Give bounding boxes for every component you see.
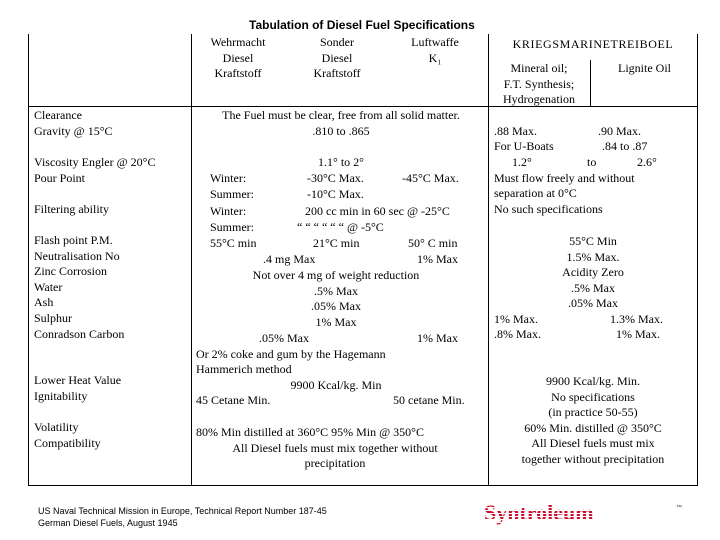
cetane-luftwaffe: 50 cetane Min. (393, 393, 465, 407)
km-gravity-a: .88 Max. (494, 124, 537, 138)
logo-text: Syntroleum (484, 500, 594, 525)
table-left-border (28, 34, 29, 486)
km-sulphur-b: 1.3% Max. (610, 312, 663, 326)
km-pour-line-1: Must flow freely and without (494, 171, 635, 185)
km-gravity-b: .90 Max. (598, 124, 641, 138)
km-uboats-label: For U-Boats (494, 139, 554, 153)
properties-group-3: Filtering ability (34, 202, 109, 216)
winter-filter-label: Winter: (210, 204, 247, 218)
header-kriegsmarine: KRIEGSMARINETREIBOEL (512, 37, 674, 51)
km-conradson-b: 1% Max. (616, 327, 660, 341)
flash-sonder: 21°C min (313, 236, 360, 250)
winter-filter-spec: 200 cc min in 60 sec @ -25°C (305, 204, 450, 218)
neutralisation-b: 1% Max (417, 252, 458, 266)
summer-filter-label: Summer: (210, 220, 254, 234)
viscosity-spec: 1.1° to 2° (318, 155, 364, 169)
volatility-spec: 80% Min distilled at 360°C 95% Min @ 350°C (196, 425, 424, 439)
winter-pour-sonder: -30°C Max. (307, 171, 364, 185)
winter-pour-luftwaffe: -45°C Max. (402, 171, 459, 185)
syntroleum-logo (484, 499, 684, 532)
cetane-wehrmacht: 45 Cetane Min. (196, 393, 271, 407)
table-bottom-border (28, 485, 698, 486)
km-viscosity-b: 2.6° (637, 155, 657, 169)
hammerich-spec: Hammerich method (196, 362, 292, 376)
km-chem-specs: 55°C Min 1.5% Max. Acidity Zero .5% Max .05% Max (562, 234, 624, 311)
heat-value-spec: 9900 Kcal/kg. Min (290, 378, 382, 392)
summer-filter-spec: “ “ “ “ “ “ @ -5°C (297, 220, 384, 234)
summer-pour: -10°C Max. (307, 187, 364, 201)
properties-group-1: Clearance Gravity @ 15°C (34, 108, 113, 138)
header-separator (28, 106, 698, 107)
compatibility-line-1: All Diesel fuels must mix together without (232, 441, 438, 455)
header-lignite: Lignite Oil (618, 61, 671, 75)
properties-group-4: Flash point P.M. Neutralisation No Zinc Corrosion Water Ash Sulphur Conradson Carbon (34, 233, 125, 341)
km-viscosity-a: 1.2° (512, 155, 532, 169)
table-right-border (697, 34, 698, 486)
trademark-mark: ™ (676, 505, 682, 511)
km-pour-line-2: separation at 0°C (494, 186, 577, 200)
footer-citation-1: US Naval Technical Mission in Europe, Technical Report Number 187-45 (38, 506, 327, 516)
conradson-a: .05% Max (259, 331, 309, 345)
km-filter-spec: No such specifications (494, 202, 603, 216)
zinc-spec: Not over 4 mg of weight reduction (252, 268, 420, 282)
logo-graphic (484, 499, 684, 527)
properties-group-6: Volatility Compatibility (34, 420, 101, 450)
sulphur-spec: 1% Max (315, 315, 357, 329)
conradson-b: 1% Max (417, 331, 458, 345)
table-divider-1 (191, 34, 192, 486)
winter-label: Winter: (210, 171, 247, 185)
header-wehrmacht: Wehrmacht Diesel Kraftstoff (210, 35, 266, 81)
km-conradson-a: .8% Max. (494, 327, 541, 341)
water-spec: .5% Max (314, 284, 358, 298)
flash-wehrmacht: 55°C min (210, 236, 257, 250)
km-sulphur-a: 1% Max. (494, 312, 538, 326)
km-lower-specs: 9900 Kcal/kg. Min. No specifications (in practice 50-55) 60% Min. distilled @ 350°C All Diesel fuels must mix together without precipitation (521, 374, 665, 466)
mineral-lignite-divider (590, 60, 591, 106)
footer-citation-2: German Diesel Fuels, August 1945 (38, 518, 178, 528)
summer-label: Summer: (210, 187, 254, 201)
flash-luftwaffe: 50° C min (408, 236, 458, 250)
header-luftwaffe: Luftwaffe K₁ (411, 35, 459, 65)
header-mineral-oil: Mineral oil; F.T. Synthesis; Hydrogenation (503, 61, 575, 107)
coke-spec: Or 2% coke and gum by the Hagemann (196, 347, 386, 361)
neutralisation-a: .4 mg Max (263, 252, 316, 266)
km-uboats-value: .84 to .87 (602, 139, 648, 153)
header-sonder: Sonder Diesel Kraftstoff (313, 35, 361, 81)
clear-spec: The Fuel must be clear, free from all solid matter. (222, 108, 460, 122)
gravity-spec: .810 to .865 (312, 124, 370, 138)
page-title: Tabulation of Diesel Fuel Specifications (249, 18, 475, 32)
compatibility-line-2: precipitation (304, 456, 366, 470)
ash-spec: .05% Max (311, 299, 361, 313)
properties-group-2: Viscosity Engler @ 20°C Pour Point (34, 155, 156, 185)
properties-group-5: Lower Heat Value Ignitability (34, 373, 122, 403)
km-viscosity-to: to (587, 155, 597, 169)
